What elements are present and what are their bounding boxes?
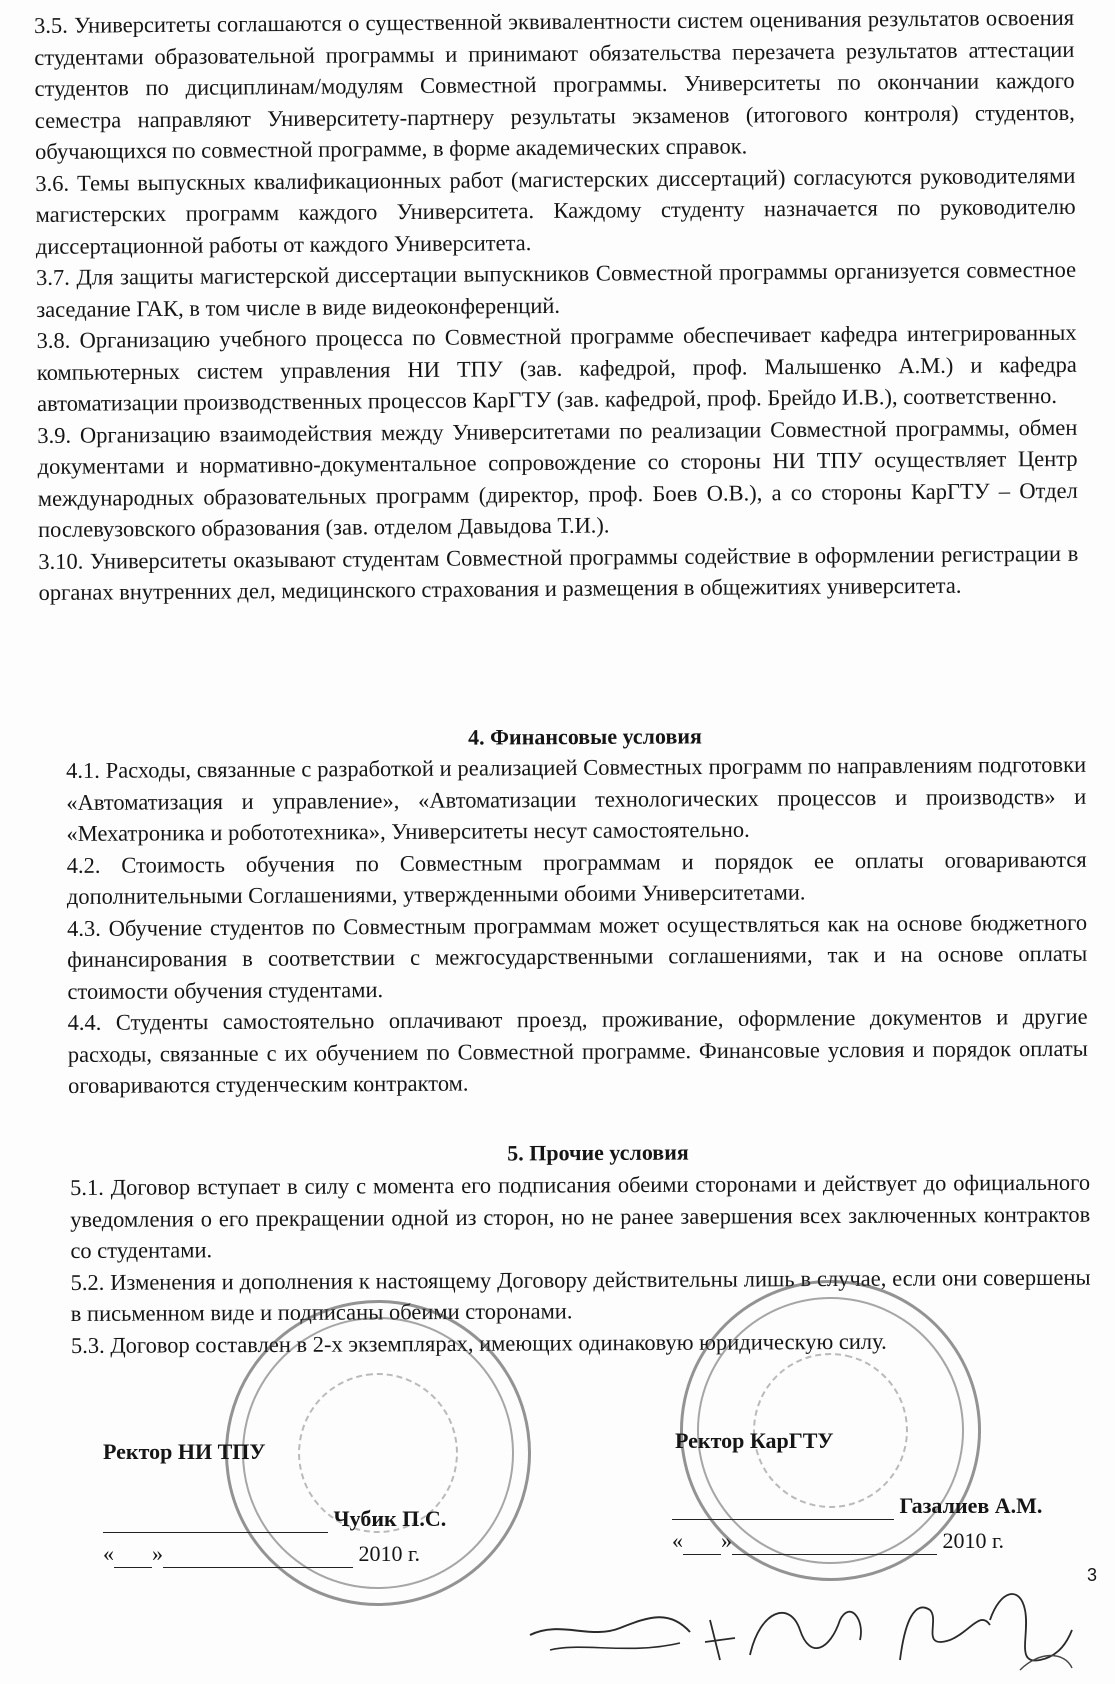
left-date-line xyxy=(103,1540,420,1568)
page-number: 3 xyxy=(1086,1565,1097,1585)
clause-3-5: 3.5. Университеты соглашаются о существенной эквивалентности систем оценивания результатов освоения студентами образовательной программы и принимают обязательства перезачета результатов аттестации студентов по дисциплинам/модулям Совместной программы. Университеты по окончании каждого семестра направляют Университету-партнеру результаты экзаменов (итогового контроля) студентов, обучающихся по совместной программе, в форме академических справок. xyxy=(34,4,1075,164)
section-4-clauses xyxy=(66,749,1088,1102)
right-rector-name-line xyxy=(672,1492,1042,1520)
clause-4-1: 4.1. Расходы, связанные с разработкой и реализацией Совместных программ по направлениям подготовки «Автоматизация и управление», «Автоматизации технологических процессов и производств» и «Мехатроника и робототехника», Университеты несут самостоятельно. xyxy=(66,751,1087,846)
right-rector-name: Газалиев А.М. xyxy=(899,1493,1043,1518)
right-signature-line xyxy=(672,1497,894,1520)
left-day-blank xyxy=(114,1545,152,1568)
clause-5-2: 5.2. Изменения и дополнения к настоящему Договору действительны лишь в случае, если они совершены в письменном виде и подписаны обеими сторонами. xyxy=(70,1264,1091,1326)
left-month-blank xyxy=(163,1545,353,1568)
clause-3-6: 3.6. Темы выпускных квалификационных работ (магистерских диссертаций) согласуются руководителями магистерских программ каждого Университета. Каждому студенту назначается по руководителю диссертационной работы от каждого Университета. xyxy=(35,162,1076,259)
clause-3-8: 3.8. Организацию учебного процесса по Совместной программе обеспечивает кафедра интегрированных компьютерных систем управления НИ ТПУ (зав. кафедрой, проф. Малышенко А.М.) и кафедра автоматизации производственных процессов КарГТУ (зав. кафедрой, проф. Брейдо И.В.), соответственно. xyxy=(36,319,1077,416)
handwritten-signatures xyxy=(520,1580,1080,1680)
right-rector-title: Ректор КарГТУ xyxy=(675,1428,834,1453)
left-year: 2010 г. xyxy=(358,1541,421,1566)
left-signature-line xyxy=(103,1510,328,1533)
left-date-close-quote: » xyxy=(152,1541,163,1566)
right-month-blank xyxy=(732,1532,937,1555)
left-rector-title: Ректор НИ ТПУ xyxy=(103,1439,266,1464)
right-year: 2010 г. xyxy=(942,1528,1005,1553)
clause-3-10: 3.10. Университеты оказывают студентам Совместной программы содействие в оформлении регистрации в органах внутренних дел, медицинского страхования и размещения в общежитиях университета. xyxy=(38,540,1079,605)
right-date-line xyxy=(672,1527,1004,1555)
left-rector-name: Чубик П.С. xyxy=(333,1506,447,1531)
right-date-close-quote: » xyxy=(721,1528,732,1553)
section-4-heading: 4. Финансовые условия xyxy=(468,723,702,750)
left-date-open-quote: « xyxy=(103,1541,114,1566)
left-rector-name-line xyxy=(103,1505,446,1533)
clause-3-9: 3.9. Организацию взаимодействия между Университетами по реализации Совместной программы, обмен документами и нормативно-документальное сопровождение со стороны НИ ТПУ осуществляет Центр международных образовательных программ (директор, проф. Боев О.В.), а со стороны КарГТУ – Отдел послевузовского образования (зав. отделом Давыдова Т.И.). xyxy=(37,414,1078,542)
clause-3-7: 3.7. Для защиты магистерской диссертации выпускников Совместной программы организуется совместное заседание ГАК, в том числе в виде видеоконференций. xyxy=(36,256,1077,322)
section-3-clauses xyxy=(34,2,1079,609)
clause-4-3: 4.3. Обучение студентов по Совместным программам может осуществляться как на основе бюджетного финансирования в соответствии с межгосударственными соглашениями, так и на основе оплаты стоимости обучения студентами. xyxy=(66,909,1088,1004)
clause-4-4: 4.4. Студенты самостоятельно оплачивают проезд, проживание, оформление документов и другие расходы, связанные с их обучением по Совместной программе. Финансовые условия и порядок оплаты оговариваются студенческим контрактом. xyxy=(67,1003,1088,1098)
section-5-heading: 5. Прочие условия xyxy=(507,1139,689,1166)
right-date-open-quote: « xyxy=(672,1528,683,1553)
clause-5-1: 5.1. Договор вступает в силу с момента его подписания обеими сторонами и действует до официального уведомления о его прекращении одной из сторон, но не ранее завершения всех заключенных контрактов со студентами. xyxy=(70,1169,1091,1263)
clause-5-3: 5.3. Договор составлен в 2-х экземплярах, имеющих одинаковую юридическую силу. xyxy=(70,1328,887,1358)
right-day-blank xyxy=(683,1532,721,1555)
clause-4-2: 4.2. Стоимость обучения по Совместным программам и порядок ее оплаты оговариваются дополнительными Соглашениями, утвержденными обоими Университетами. xyxy=(66,846,1087,909)
